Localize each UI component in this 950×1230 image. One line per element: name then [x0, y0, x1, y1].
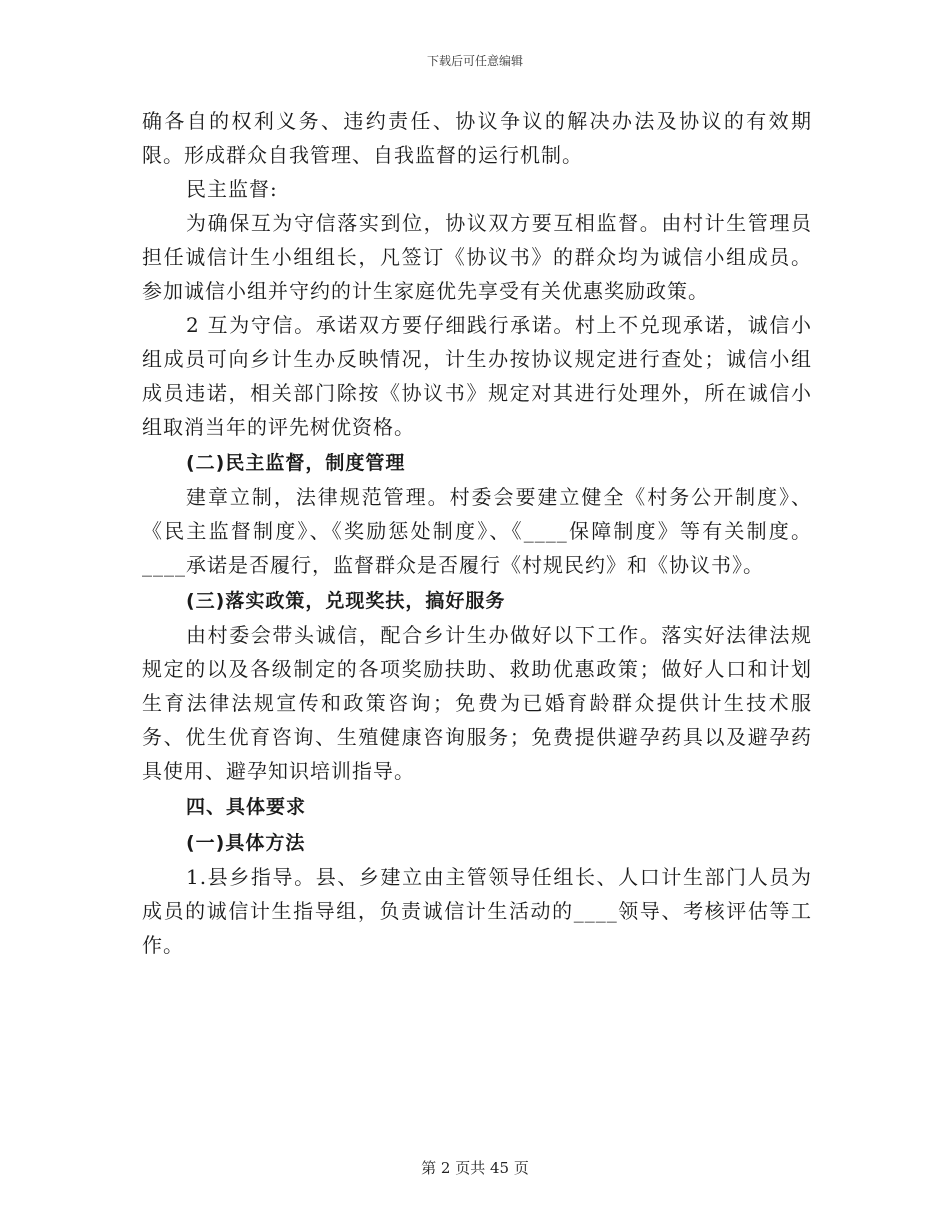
paragraph-3: 为确保互为守信落实到位，协议双方要互相监督。由村计生管理员担任诚信计生小组组长，凡签订《协议书》的群众均为诚信小组成员。参加诚信小组并守约的计生家庭优先享受有关优惠奖励政策。	[142, 211, 812, 303]
page-number: 第 2 页共 45 页	[421, 1159, 529, 1177]
section-heading-3: (三)落实政策，兑现奖扶，搞好服务	[186, 590, 506, 612]
paragraph-7: 1.县乡指导。县、乡建立由主管领导任组长、人口计生部门人员为成员的诚信计生指导组，负责诚信计生活动的____领导、考核评估等工作。	[142, 865, 812, 957]
paragraph-6: 由村委会带头诚信，配合乡计生办做好以下工作。落实好法律法规规定的以及各级制定的各项奖励扶助、救助优惠政策；做好人口和计划生育法律法规宣传和政策咨询；免费为已婚育龄群众提供计生技术服务、优生优育咨询、生殖健康咨询服务；免费提供避孕药具以及避孕药具使用、避孕知识培训指导。	[142, 623, 812, 783]
paragraph-1: 确各自的权利义务、违约责任、协议争议的解决办法及协议的有效期限。形成群众自我管理、自我监督的运行机制。	[142, 109, 812, 167]
paragraph-5: 建章立制，法律规范管理。村委会要建立健全《村务公开制度》、《民主监督制度》、《奖励惩处制度》、《____保障制度》等有关制度。____承诺是否履行，监督群众是否履行《村规民约》和《协议书》。	[142, 485, 812, 577]
header-note: 下载后可任意编辑	[426, 54, 523, 68]
paragraph-2: 民主监督:	[186, 177, 278, 201]
paragraph-4: 2 互为守信。承诺双方要仔细践行承诺。村上不兑现承诺，诚信小组成员可向乡计生办反映情况，计生办按协议规定进行查处；诚信小组成员违诺，相关部门除按《协议书》规定对其进行处理外，所在诚信小组取消当年的评先树优资格。	[142, 313, 812, 439]
section-heading-2: (二)民主监督，制度管理	[186, 452, 406, 474]
subsection-heading-1: (一)具体方法	[186, 832, 306, 854]
section-heading-4: 四、具体要求	[186, 796, 307, 818]
document-body	[142, 104, 812, 962]
